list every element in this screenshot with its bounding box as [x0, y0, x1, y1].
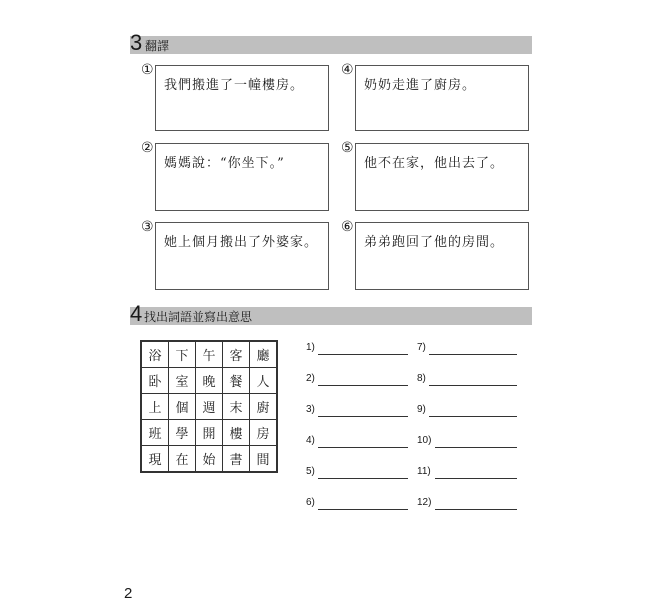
grid-row — [141, 368, 277, 394]
blank-line[interactable] — [318, 478, 408, 479]
blank-number: 3) — [306, 404, 315, 415]
blank-line[interactable] — [318, 509, 408, 510]
section-3-title: 翻譯 — [145, 39, 170, 53]
sentence-4: 奶奶走進了廚房。 — [364, 78, 477, 93]
blank-line[interactable] — [318, 447, 408, 448]
blank-1[interactable] — [306, 342, 408, 358]
blank-number: 4) — [306, 435, 315, 446]
sentence-1: 我們搬進了一幢樓房。 — [164, 78, 305, 93]
section-3-number: 3 — [130, 30, 143, 55]
item-2-marker: ② — [141, 140, 154, 156]
blank-12[interactable] — [417, 497, 519, 513]
blank-4[interactable] — [306, 435, 408, 451]
grid-row — [141, 446, 277, 473]
blank-line[interactable] — [318, 416, 408, 417]
sentence-2: 媽媽說：“你坐下。” — [164, 156, 285, 171]
grid-cell: 廚 — [250, 394, 278, 420]
answer-box-3[interactable] — [155, 222, 329, 290]
answer-box-2[interactable] — [155, 143, 329, 211]
blank-number: 7) — [417, 342, 426, 353]
blank-number: 8) — [417, 373, 426, 384]
blank-number: 2) — [306, 373, 315, 384]
blank-line[interactable] — [318, 385, 408, 386]
word-search-grid — [140, 340, 278, 473]
section-4-title: 找出詞語並寫出意思 — [144, 310, 253, 324]
blank-number: 1) — [306, 342, 315, 353]
blank-7[interactable] — [417, 342, 519, 358]
sentence-5: 他不在家，他出去了。 — [364, 156, 505, 171]
blank-line[interactable] — [318, 354, 408, 355]
grid-cell: 書 — [223, 446, 250, 473]
grid-cell: 在 — [169, 446, 196, 473]
grid-cell: 人 — [250, 368, 278, 394]
grid-cell: 開 — [196, 420, 223, 446]
item-1-marker: ① — [141, 62, 154, 78]
blank-line[interactable] — [429, 354, 517, 355]
grid-cell: 餐 — [223, 368, 250, 394]
grid-cell: 浴 — [141, 341, 169, 368]
blank-line[interactable] — [435, 447, 517, 448]
grid-cell: 廳 — [250, 341, 278, 368]
grid-cell: 現 — [141, 446, 169, 473]
grid-cell: 週 — [196, 394, 223, 420]
grid-cell: 客 — [223, 341, 250, 368]
item-6-marker: ⑥ — [341, 219, 354, 235]
answer-box-6[interactable] — [355, 222, 529, 290]
grid-cell: 下 — [169, 341, 196, 368]
grid-cell: 末 — [223, 394, 250, 420]
sentence-3: 她上個月搬出了外婆家。 — [164, 235, 319, 250]
blank-line[interactable] — [435, 478, 517, 479]
grid-cell: 樓 — [223, 420, 250, 446]
grid-cell: 班 — [141, 420, 169, 446]
blank-8[interactable] — [417, 373, 519, 389]
blank-11[interactable] — [417, 466, 519, 482]
blank-line[interactable] — [435, 509, 517, 510]
blank-number: 9) — [417, 404, 426, 415]
grid-cell: 室 — [169, 368, 196, 394]
grid-cell: 晚 — [196, 368, 223, 394]
blank-2[interactable] — [306, 373, 408, 389]
item-4-marker: ④ — [341, 62, 354, 78]
grid-cell: 始 — [196, 446, 223, 473]
blank-number: 5) — [306, 466, 315, 477]
blank-number: 12) — [417, 497, 432, 508]
blank-number: 6) — [306, 497, 315, 508]
blank-number: 11) — [417, 466, 431, 477]
blank-10[interactable] — [417, 435, 519, 451]
grid-row — [141, 341, 277, 368]
section-4-number: 4 — [130, 301, 143, 326]
sentence-6: 弟弟跑回了他的房間。 — [364, 235, 505, 250]
item-3-marker: ③ — [141, 219, 154, 235]
grid-cell: 學 — [169, 420, 196, 446]
blank-9[interactable] — [417, 404, 519, 420]
grid-cell: 房 — [250, 420, 278, 446]
blank-6[interactable] — [306, 497, 408, 513]
grid-cell: 個 — [169, 394, 196, 420]
blank-line[interactable] — [429, 385, 517, 386]
blank-number: 10) — [417, 435, 432, 446]
grid-row — [141, 394, 277, 420]
grid-cell: 上 — [141, 394, 169, 420]
grid-cell: 午 — [196, 341, 223, 368]
blank-3[interactable] — [306, 404, 408, 420]
page-number: 2 — [124, 585, 133, 602]
section-3-header-bar — [130, 36, 532, 54]
blank-line[interactable] — [429, 416, 517, 417]
blank-5[interactable] — [306, 466, 408, 482]
answer-box-1[interactable] — [155, 65, 329, 131]
answer-box-4[interactable] — [355, 65, 529, 131]
answer-box-5[interactable] — [355, 143, 529, 211]
item-5-marker: ⑤ — [341, 140, 354, 156]
grid-cell: 卧 — [141, 368, 169, 394]
grid-row — [141, 420, 277, 446]
grid-cell: 間 — [250, 446, 278, 473]
